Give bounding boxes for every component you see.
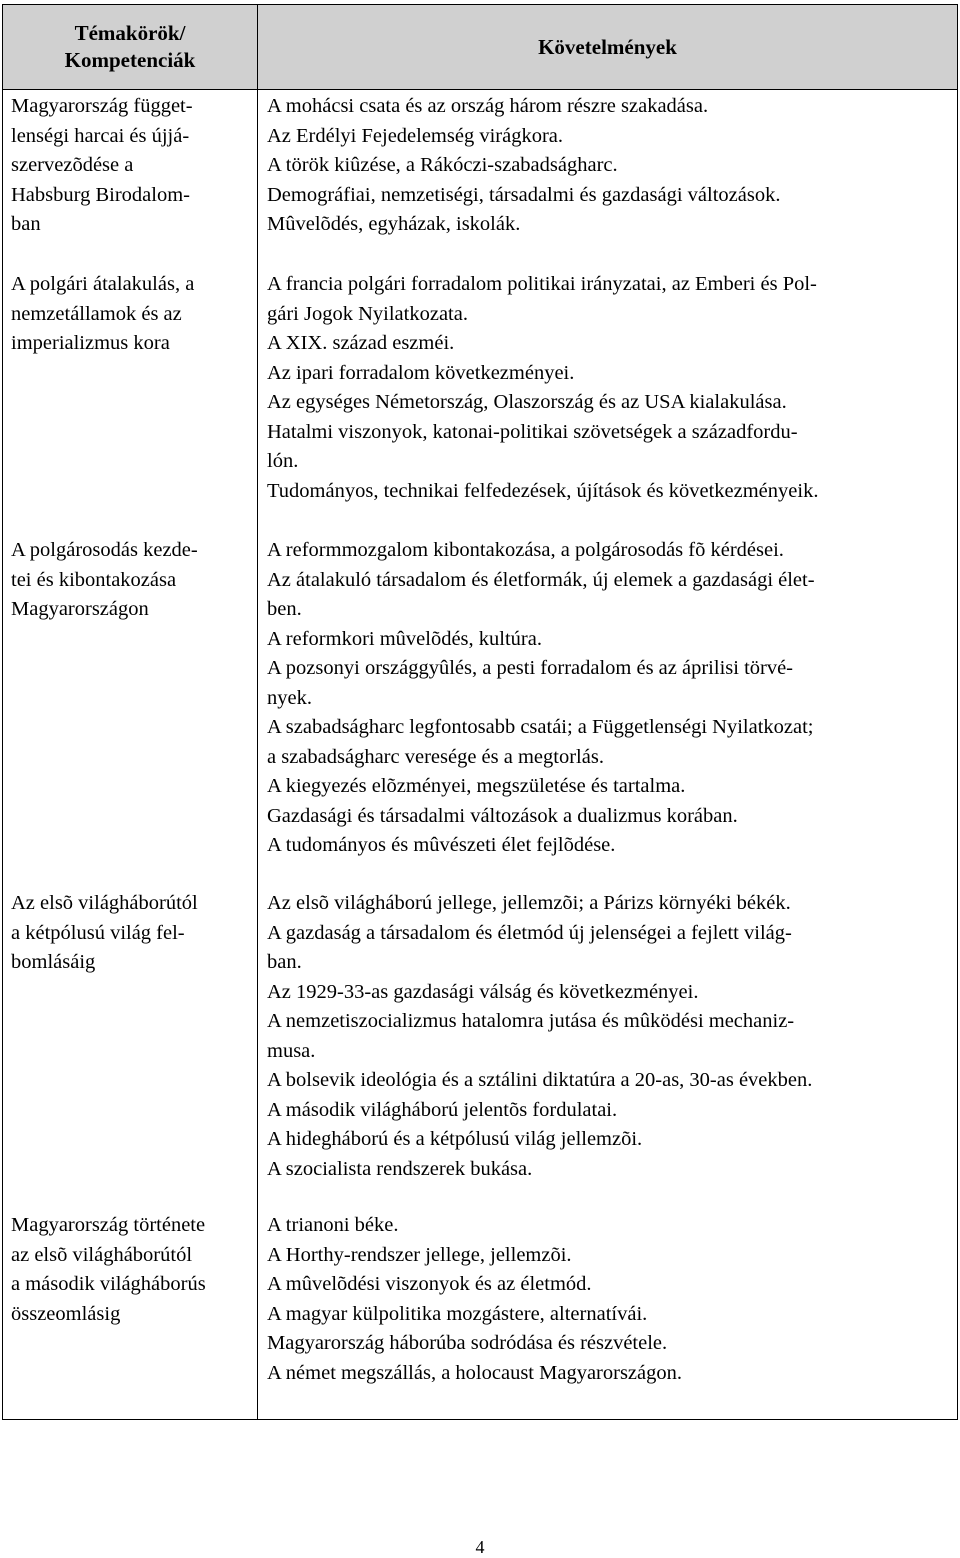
requirements-column	[258, 90, 957, 1419]
page-number: 4	[475, 1537, 485, 1557]
requirements-cell: Az elsõ világháború jellege, jellemzõi; a Párizs környéki békék. A gazdaság a társadalom és életmód új jelenségei a fejlett világ- ban. Az 1929-33-as gazdasági válság és következményei. A nemzetiszocializmus hatalomra jutása és mûködési mechaniz- musa. A bolsevik ideológia és a sztálini diktatúra a 20-as, 30-as években. A második világháború jelentõs fordulatai. A hidegháború és a kétpólusú világ jellemzõi. A szocialista rendszerek bukása.	[267, 892, 813, 1180]
topic-cell: A polgári átalakulás, a nemzetállamok és az imperializmus kora	[11, 273, 195, 354]
header-requirements	[258, 5, 957, 90]
requirements-cell: A francia polgári forradalom politikai irányzatai, az Emberi és Pol- gári Jogok Nyilatkozata. A XIX. század eszméi. Az ipari forradalom következményei. Az egységes Németország, Olaszország és az USA kialakulása. Hatalmi viszonyok, katonai-politikai szövetségek a századfordu- lón. Tudományos, technikai felfedezések, újítások és következményeik.	[267, 273, 819, 502]
requirements-cell: A trianoni béke. A Horthy-rendszer jellege, jellemzõi. A mûvelõdési viszonyok és az életmód. A magyar külpolitika mozgástere, alternatívái. Magyarország háborúba sodródása és részvétele. A német megszállás, a holocaust Magyarországon.	[267, 1214, 682, 1384]
topics-column	[3, 90, 258, 1419]
header-requirements-label: Követelmények	[538, 34, 677, 59]
requirements-cell: A mohácsi csata és az ország három részre szakadása. Az Erdélyi Fejedelemség virágkora. A török kiûzése, a Rákóczi-szabadságharc. Demográfiai, nemzetiségi, társadalmi és gazdasági változások. Mûvelõdés, egyházak, iskolák.	[267, 95, 781, 235]
header-topics	[3, 5, 258, 90]
topic-cell: Az elsõ világháborútól a kétpólusú világ fel- bomlásáig	[11, 892, 198, 973]
header-topics-label: Témakörök/ Kompetenciák	[64, 21, 196, 72]
topic-cell: Magyarország függet- lenségi harcai és újjá- szervezõdése a Habsburg Birodalom- ban	[11, 95, 193, 235]
topic-cell: A polgárosodás kezde- tei és kibontakozása Magyarországon	[11, 539, 198, 620]
curriculum-table	[2, 4, 958, 1420]
topic-cell: Magyarország története az elsõ világháborútól a második világháborús összeomlásig	[11, 1214, 206, 1325]
requirements-cell: A reformmozgalom kibontakozása, a polgárosodás fõ kérdései. Az átalakuló társadalom és életformák, új elemek a gazdasági élet- ben. A reformkori mûvelõdés, kultúra. A pozsonyi országgyûlés, a pesti forradalom és az áprilisi törvé- nyek. A szabadságharc legfontosabb csatái; a Függetlenségi Nyilatkozat; a szabadságharc veresége és a megtorlás. A kiegyezés elõzményei, megszületése és tartalma. Gazdasági és társadalmi változások a dualizmus korában. A tudományos és mûvészeti élet fejlõdése.	[267, 539, 815, 856]
